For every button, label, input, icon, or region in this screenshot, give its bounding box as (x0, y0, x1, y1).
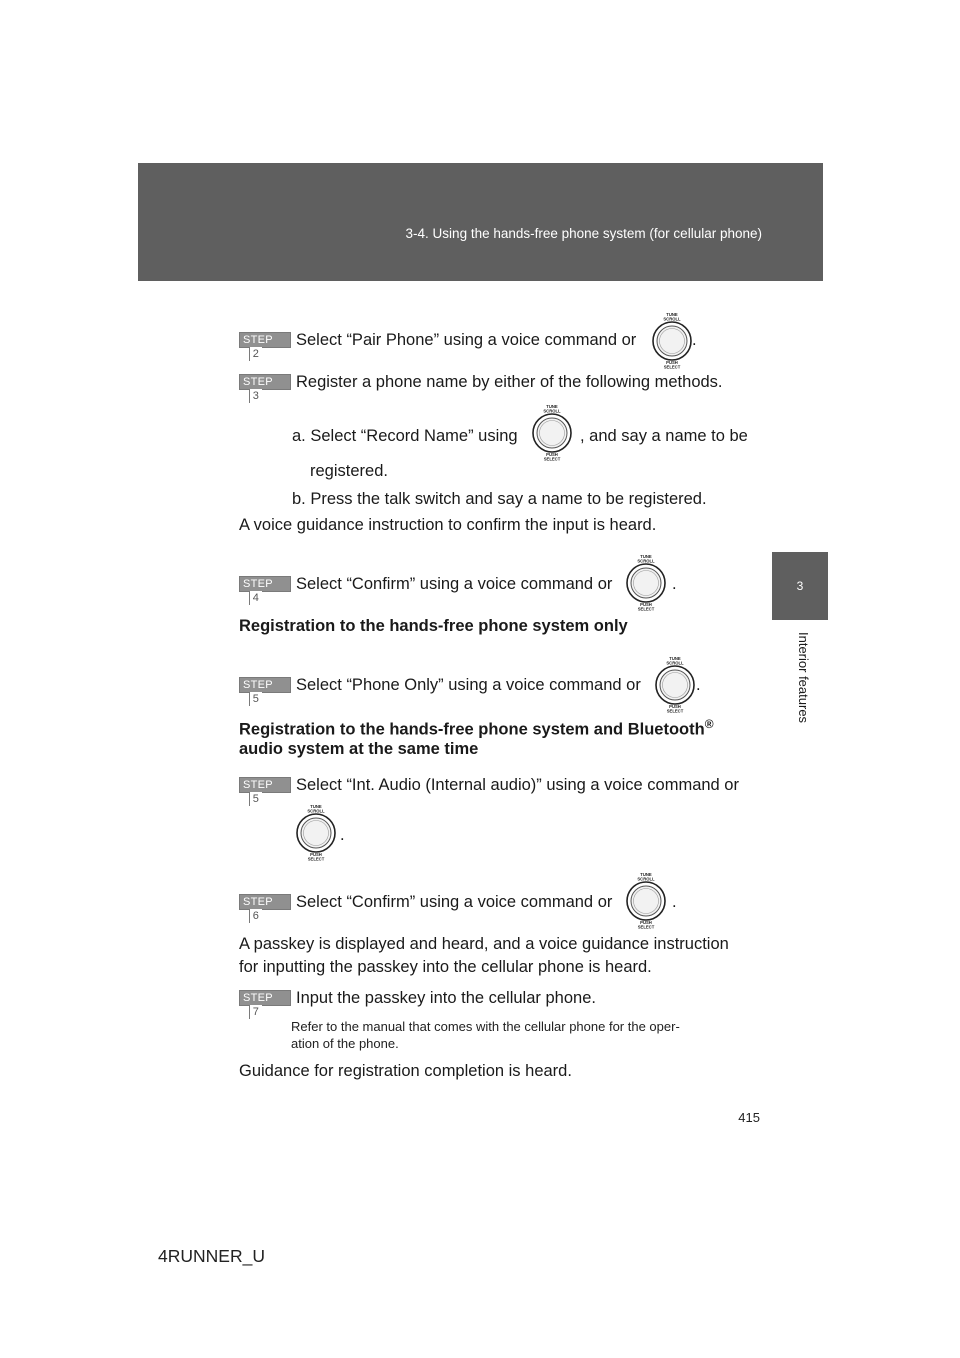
svg-text:TUNE: TUNE (546, 404, 558, 409)
step-badge: STEP7 (239, 990, 291, 1020)
method-a-text: a. Select “Record Name” using (292, 427, 518, 445)
svg-text:PUSH: PUSH (669, 704, 681, 709)
section-heading: Registration to the hands-free phone system and Bluetooth® (239, 717, 714, 739)
passkey-text: A passkey is displayed and heard, and a voice guidance instruction (239, 935, 729, 953)
svg-text:SCROLL: SCROLL (663, 316, 681, 322)
tune-select-knob-icon (650, 654, 700, 714)
svg-text:SCROLL: SCROLL (637, 876, 655, 882)
period: . (340, 826, 345, 844)
svg-text:PUSH: PUSH (640, 602, 652, 607)
step-5-text: Select “Phone Only” using a voice command or (296, 676, 641, 694)
svg-text:PUSH: PUSH (640, 920, 652, 925)
svg-text:SELECT: SELECT (666, 708, 684, 714)
svg-text:TUNE: TUNE (640, 554, 652, 559)
svg-text:SELECT: SELECT (307, 856, 325, 862)
tune-select-knob-icon (621, 552, 671, 612)
step-5b-text: Select “Int. Audio (Internal audio)” using a voice command or (296, 776, 739, 794)
step-4-text: Select “Confirm” using a voice command or (296, 575, 613, 593)
page-number: 415 (738, 1110, 760, 1125)
footer-code: 4RUNNER_U (158, 1246, 265, 1266)
header-band (138, 163, 823, 281)
step-badge: STEP2 (239, 332, 291, 362)
tune-select-knob-icon (527, 402, 577, 462)
method-a-text-end: registered. (310, 462, 388, 480)
period: . (692, 331, 697, 349)
method-a-text-cont: , and say a name to be (580, 427, 748, 445)
svg-text:PUSH: PUSH (310, 852, 322, 857)
step-badge: STEP6 (239, 894, 291, 924)
step-badge: STEP3 (239, 374, 291, 404)
svg-text:TUNE: TUNE (669, 656, 681, 661)
completion-text: Guidance for registration completion is heard. (239, 1062, 572, 1080)
chapter-tab (772, 552, 828, 620)
tune-select-knob-icon (291, 802, 341, 862)
svg-text:SCROLL: SCROLL (637, 558, 655, 564)
period: . (696, 676, 701, 694)
method-b-text: b. Press the talk switch and say a name to be registered. (292, 490, 707, 508)
section-heading-cont: audio system at the same time (239, 740, 479, 758)
step-6-text: Select “Confirm” using a voice command or (296, 893, 613, 911)
step-7-text: Input the passkey into the cellular phone. (296, 989, 596, 1007)
svg-text:SELECT: SELECT (543, 456, 561, 462)
svg-text:TUNE: TUNE (666, 312, 678, 317)
svg-text:SCROLL: SCROLL (666, 660, 684, 666)
svg-text:PUSH: PUSH (666, 360, 678, 365)
svg-text:SELECT: SELECT (663, 364, 681, 370)
chapter-label: Interior features (796, 632, 811, 724)
step-badge: STEP4 (239, 576, 291, 606)
svg-text:SELECT: SELECT (637, 924, 655, 930)
guidance-text: A voice guidance instruction to confirm the input is heard. (239, 516, 657, 534)
step-badge: STEP5 (239, 777, 291, 807)
svg-text:TUNE: TUNE (640, 872, 652, 877)
chapter-number: 3 (796, 579, 804, 593)
note-text: Refer to the manual that comes with the cellular phone for the oper- (291, 1019, 680, 1034)
svg-text:SCROLL: SCROLL (543, 408, 561, 414)
step-3-text: Register a phone name by either of the following methods. (296, 373, 723, 391)
svg-text:SCROLL: SCROLL (307, 808, 325, 814)
note-text-cont: ation of the phone. (291, 1036, 399, 1051)
passkey-text-cont: for inputting the passkey into the cellular phone is heard. (239, 958, 652, 976)
svg-text:TUNE: TUNE (310, 804, 322, 809)
period: . (672, 893, 677, 911)
period: . (672, 575, 677, 593)
section-title: 3-4. Using the hands-free phone system (for cellular phone) (405, 226, 762, 241)
section-heading: Registration to the hands-free phone system only (239, 617, 628, 635)
svg-text:PUSH: PUSH (546, 452, 558, 457)
tune-select-knob-icon (647, 310, 697, 370)
svg-text:SELECT: SELECT (637, 606, 655, 612)
tune-select-knob-icon (621, 870, 671, 930)
step-2-text: Select “Pair Phone” using a voice command or (296, 331, 637, 349)
step-badge: STEP5 (239, 677, 291, 707)
